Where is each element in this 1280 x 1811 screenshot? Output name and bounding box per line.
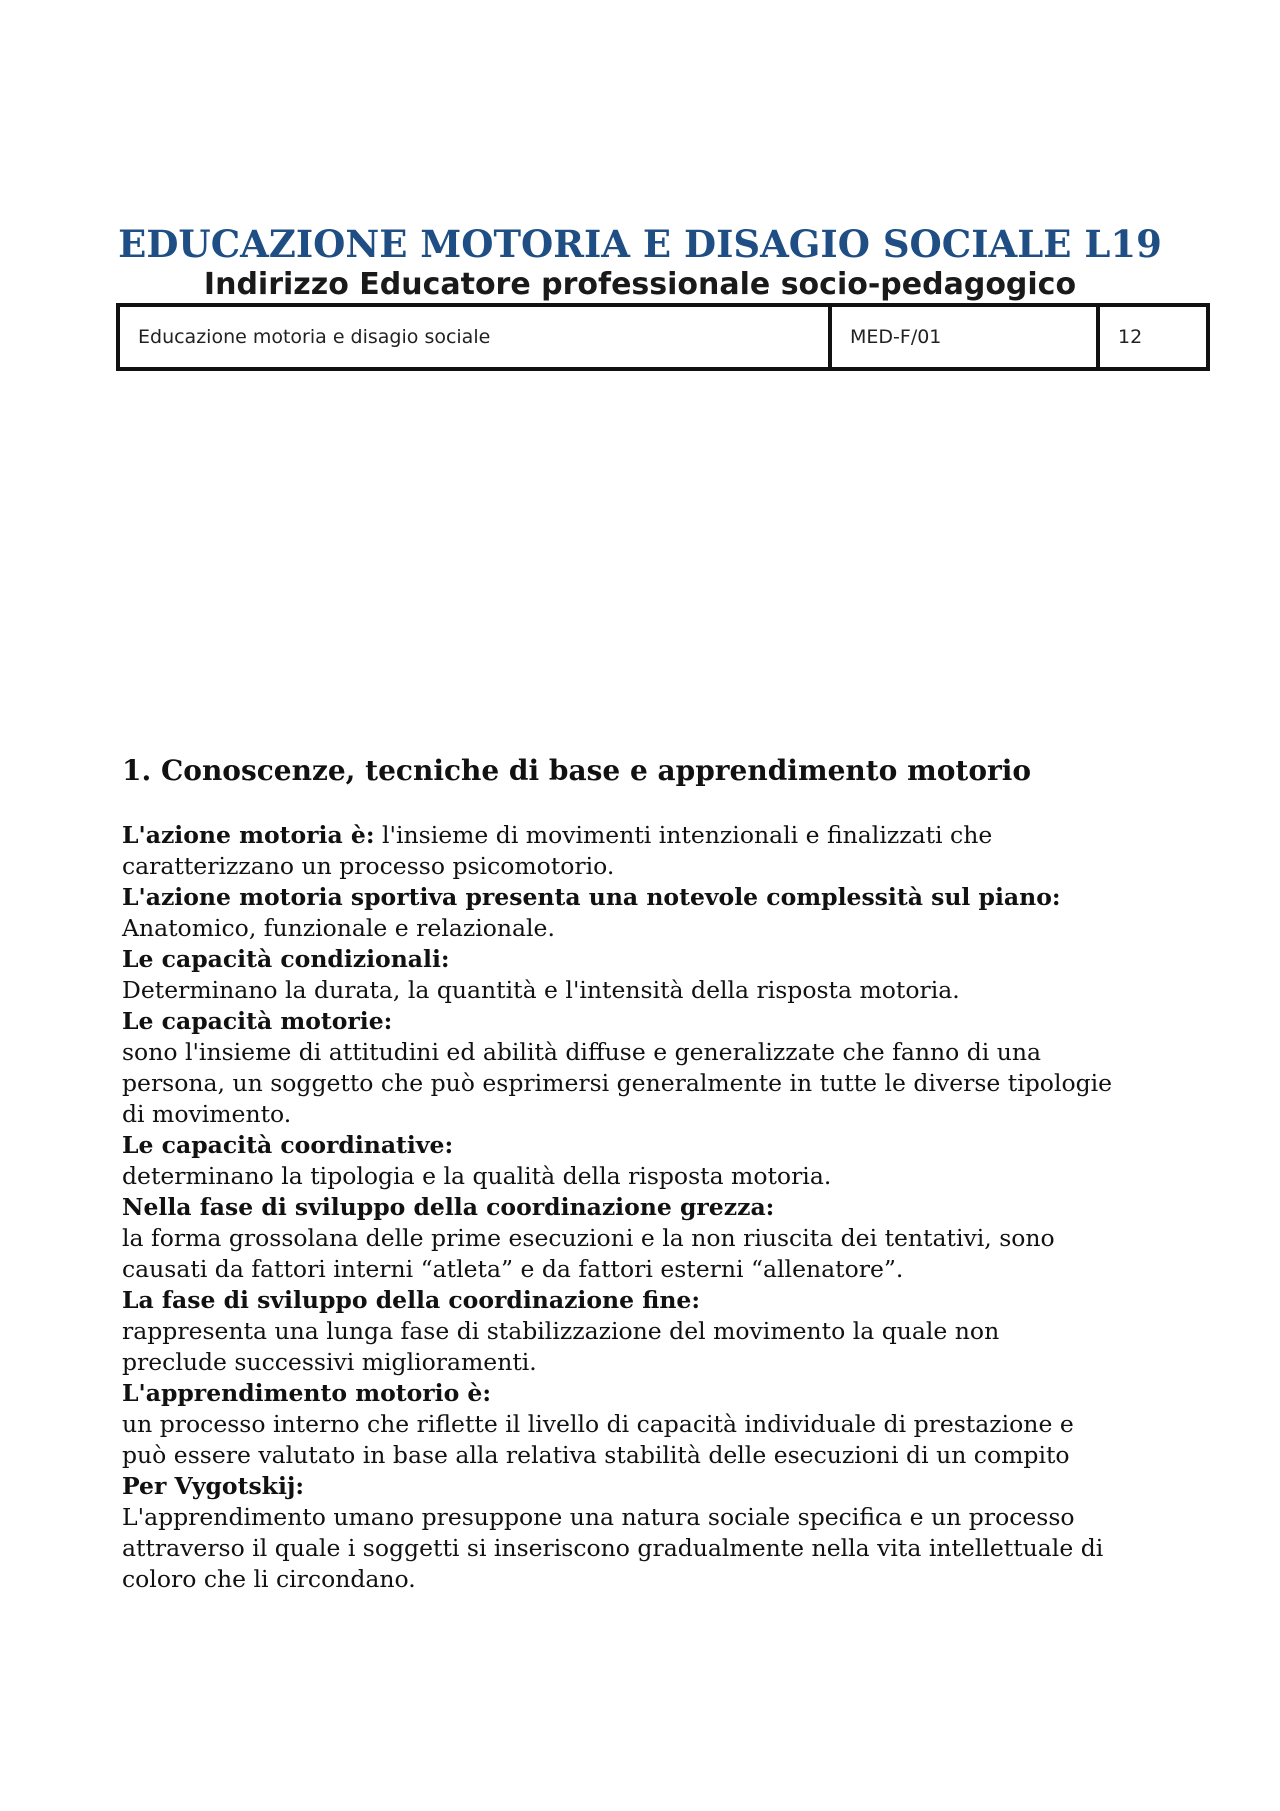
definition-text: L'apprendimento umano presuppone una natura sociale specifica e un processo	[122, 1503, 1075, 1531]
definition-label: Nella fase di sviluppo della coordinazione grezza:	[122, 1193, 775, 1221]
definition-text: sono l'insieme di attitudini ed abilità diffuse e generalizzate che fanno di una	[122, 1038, 1042, 1066]
course-info-table	[116, 303, 1210, 371]
definition-label: L'apprendimento motorio è:	[122, 1379, 492, 1407]
definition-text: persona, un soggetto che può esprimersi generalmente in tutte le diverse tipologie	[122, 1069, 1113, 1097]
definition-text: di movimento.	[122, 1100, 292, 1128]
definition-line	[122, 820, 1202, 851]
definition-text: può essere valutato in base alla relativa stabilità delle esecuzioni di un compito	[122, 1441, 1070, 1469]
section-heading: 1. Conoscenze, tecniche di base e apprendimento motorio	[122, 754, 1032, 787]
definition-label: L'azione motoria è:	[122, 821, 375, 849]
definition-text: un processo interno che riflette il livello di capacità individuale di prestazione e	[122, 1410, 1074, 1438]
sector-code-cell: MED-F/01	[830, 305, 1098, 369]
definition-label: L'azione motoria sportiva presenta una notevole complessità sul piano:	[122, 883, 1061, 911]
course-name-cell: Educazione motoria e disagio sociale	[118, 305, 830, 369]
credits-cell: 12	[1118, 326, 1143, 348]
definition-text: Anatomico, funzionale e relazionale.	[122, 914, 555, 942]
definition-text: caratterizzano un processo psicomotorio.	[122, 852, 615, 880]
definition-label: Per Vygotskij:	[122, 1472, 305, 1500]
definition-text: attraverso il quale i soggetti si inseriscono gradualmente nella vita intellettuale di	[122, 1534, 1104, 1562]
section-body	[122, 820, 1202, 1595]
definition-label: Le capacità motorie:	[122, 1007, 393, 1035]
definition-text: coloro che li circondano.	[122, 1565, 416, 1593]
definition-text: causati da fattori interni “atleta” e da fattori esterni “allenatore”.	[122, 1255, 904, 1283]
definition-text: preclude successivi miglioramenti.	[122, 1348, 537, 1376]
definition-text: Determinano la durata, la quantità e l'intensità della risposta motoria.	[122, 976, 960, 1004]
definition-text: rappresenta una lunga fase di stabilizzazione del movimento la quale non	[122, 1317, 1000, 1345]
document-subtitle: Indirizzo Educatore professionale socio-pedagogico	[203, 267, 1077, 302]
definition-text: determinano la tipologia e la qualità della risposta motoria.	[122, 1162, 832, 1190]
table-row	[118, 305, 1208, 369]
definition-text: la forma grossolana delle prime esecuzioni e la non riuscita dei tentativi, sono	[122, 1224, 1055, 1252]
definition-label: Le capacità condizionali:	[122, 945, 450, 973]
definition-text: l'insieme di movimenti intenzionali e finalizzati che	[374, 821, 993, 849]
definition-label: La fase di sviluppo della coordinazione fine:	[122, 1286, 701, 1314]
document-title: EDUCAZIONE MOTORIA E DISAGIO SOCIALE L19	[118, 222, 1162, 266]
definition-label: Le capacità coordinative:	[122, 1131, 454, 1159]
